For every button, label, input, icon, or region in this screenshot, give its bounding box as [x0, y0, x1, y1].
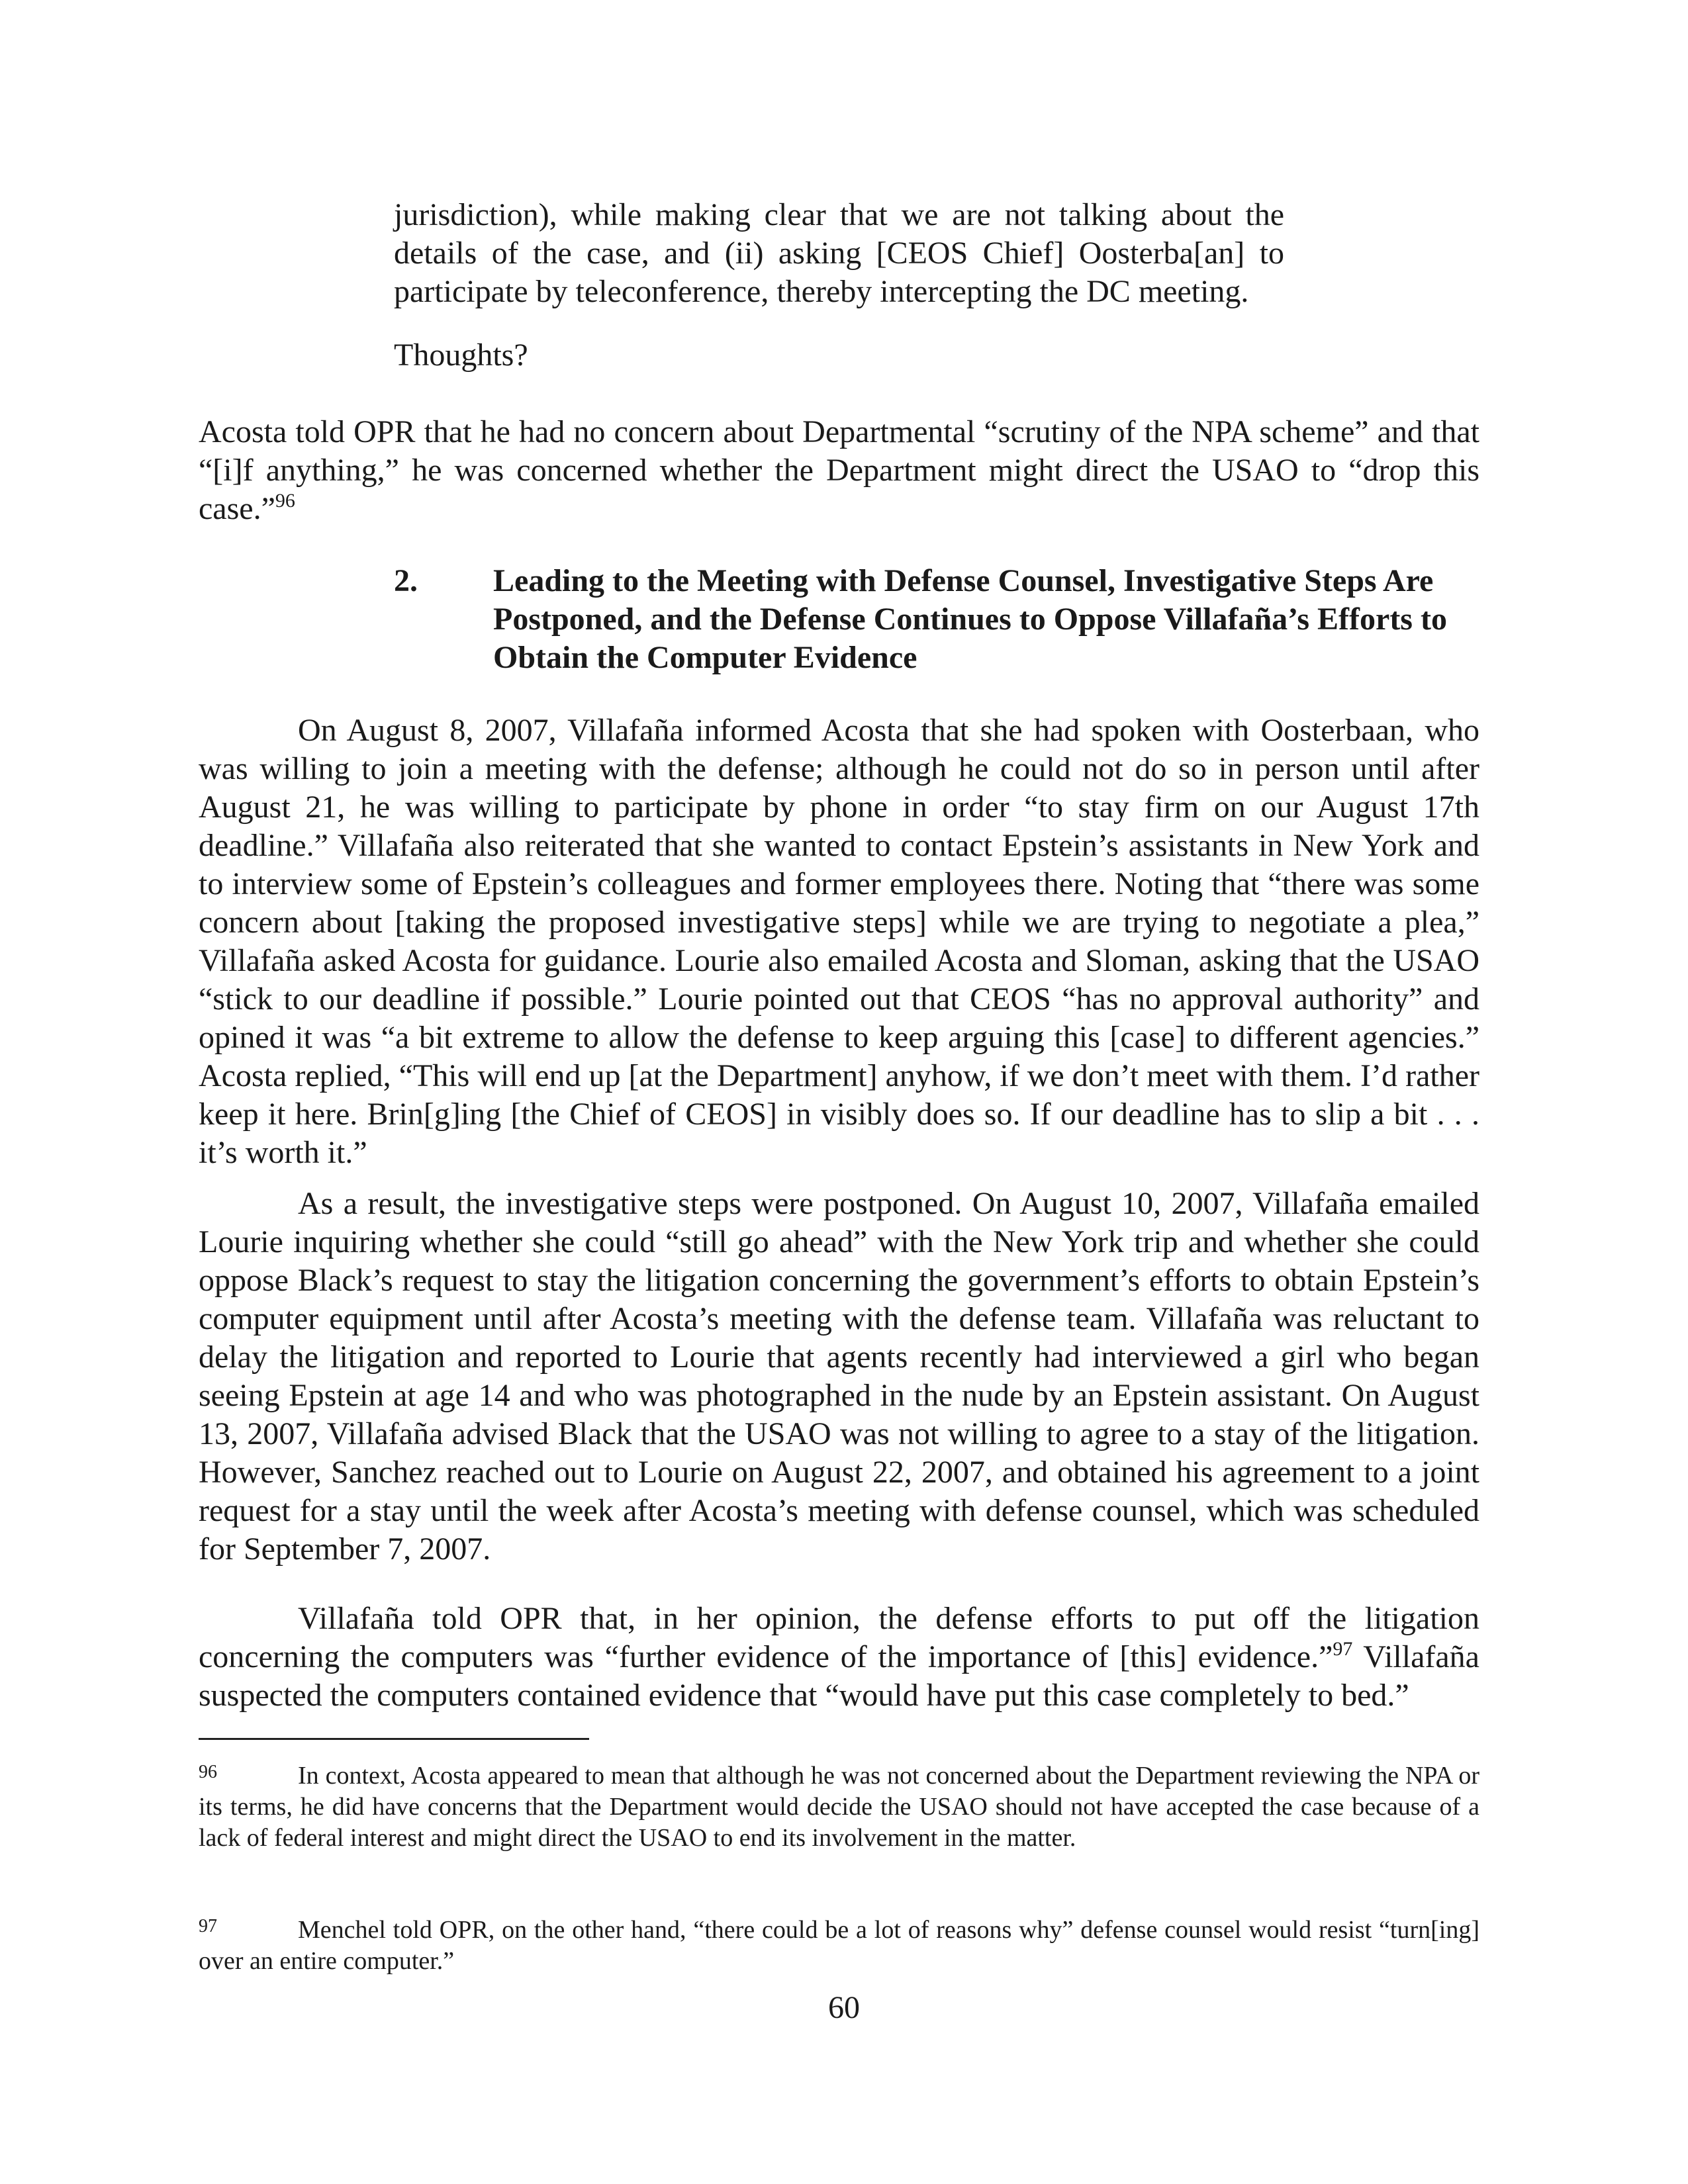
- paragraph-investigative-steps-postponed: As a result, the investigative steps were postponed. On August 10, 2007, Villafaña emailed Lourie inquiring whether she could “still go ahead” with the New York trip and whether she could oppose Black’s request to stay the litigation concerning the government’s efforts to obtain Epstein’s computer equipment until after Acosta’s meeting with the defense team. Villafaña was reluctant to delay the litigation and reported to Lourie that agents recently had interviewed a girl who began seeing Epstein at age 14 and who was photographed in the nude by an Epstein assistant. On August 13, 2007, Villafaña advised Black that the USAO was not willing to agree to a stay of the litigation. However, Sanchez reached out to Lourie on August 22, 2007, and obtained his agreement to a joint request for a stay until the week after Acosta’s meeting with defense counsel, which was scheduled for September 7, 2007.: [199, 1186, 1479, 1567]
- footnote-ref-96: 96: [275, 490, 295, 512]
- footnote-97: [199, 1915, 1479, 1977]
- section-number: 2.: [394, 563, 418, 598]
- section-heading: [394, 562, 1479, 677]
- block-quote: [394, 196, 1284, 375]
- footnote-96: [199, 1760, 1479, 1854]
- footnote-number: 97: [199, 1916, 217, 1936]
- footnote-text: In context, Acosta appeared to mean that although he was not concerned about the Department reviewing the NPA or its terms, he did have concerns that the Department would decide the USAO should not have accepted the case because of a lack of federal interest and might direct the USAO to end its involvement in the matter.: [199, 1762, 1479, 1852]
- paragraph-august-8: On August 8, 2007, Villafaña informed Acosta that she had spoken with Oosterbaan, who was willing to join a meeting with the defense; although he could not do so in person until after August 21, he was willing to participate by phone in order “to stay firm on our August 17th deadline.” Villafaña also reiterated that she wanted to contact Epstein’s assistants in New York and to interview some of Epstein’s colleagues and former employees there. Noting that “there was some concern about [taking the proposed investigative steps] while we are trying to negotiate a plea,” Villafaña asked Acosta for guidance. Lourie also emailed Acosta and Sloman, asking that the USAO “stick to our deadline if possible.” Lourie pointed out that CEOS “has no approval authority” and opined it was “a bit extreme to allow the defense to keep arguing this [case] to different agencies.” Acosta replied, “This will end up [at the Department] anyhow, if we don’t meet with them. I’d rather keep it here. Brin[g]ing [the Chief of CEOS] in visibly does so. If our deadline has to slip a bit . . . it’s worth it.”: [199, 713, 1479, 1170]
- footnote-text: Menchel told OPR, on the other hand, “there could be a lot of reasons why” defense counsel would resist “turn[ing] over an entire computer.”: [199, 1916, 1479, 1975]
- footnote-ref-97: 97: [1333, 1638, 1353, 1660]
- section-title: Leading to the Meeting with Defense Counsel, Investigative Steps Are Postponed, and the Defense Continues to Oppose Villafaña’s Efforts to Obtain the Computer Evidence: [493, 563, 1447, 675]
- block-quote-text: jurisdiction), while making clear that we are not talking about the details of the case, and (ii) asking [CEOS Chief] Oosterba[an] to participate by teleconference, thereby intercepting the DC meeting.: [394, 197, 1284, 309]
- footnote-separator: [199, 1738, 589, 1740]
- page-number: 60: [828, 1990, 860, 2025]
- paragraph-villafana-opinion: [199, 1600, 1479, 1715]
- paragraph-villafana-opinion-text: Villafaña told OPR that, in her opinion, the defense efforts to put off the litigation concerning the computers was “further evidence of the importance of [this] evidence.”: [199, 1601, 1479, 1674]
- acosta-paragraph-text: Acosta told OPR that he had no concern about Departmental “scrutiny of the NPA scheme” and that “[i]f anything,” he was concerned whether the Department might direct the USAO to “drop this case.”: [199, 414, 1479, 526]
- footnote-number: 96: [199, 1762, 217, 1782]
- acosta-paragraph: [199, 413, 1479, 528]
- block-quote-closing: Thoughts?: [394, 338, 528, 373]
- paragraph-villafana-opinion-continued: Villafaña suspected the computers contained evidence that “would have put this case completely to bed.”: [199, 1639, 1479, 1713]
